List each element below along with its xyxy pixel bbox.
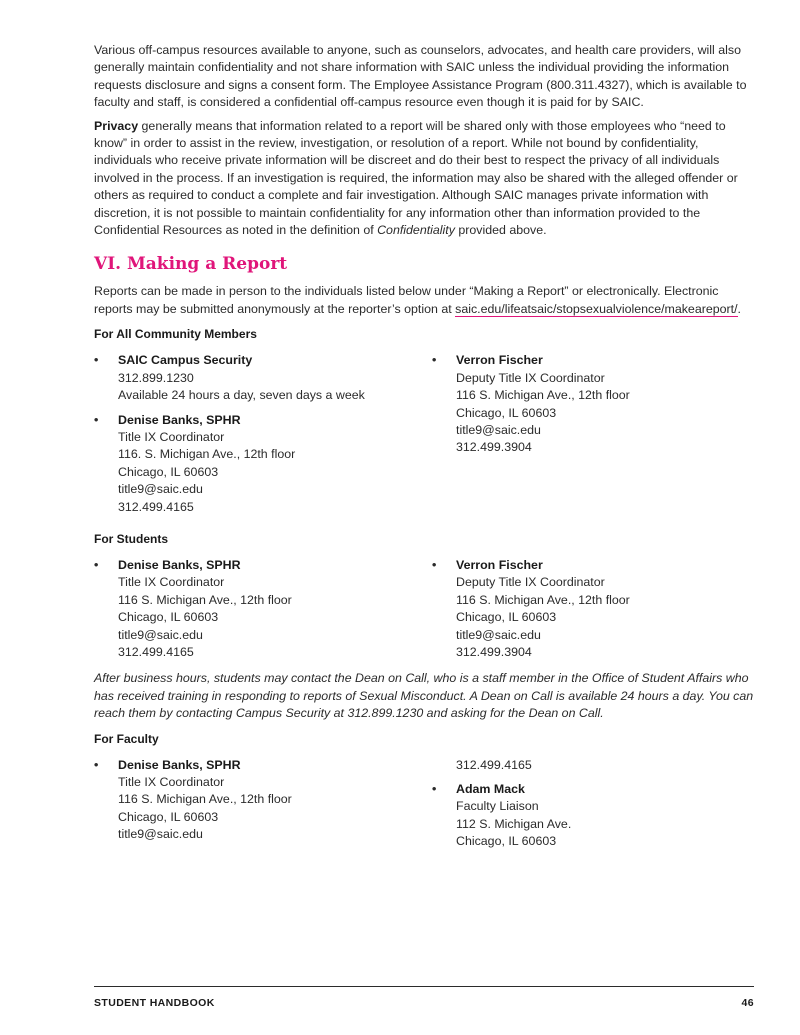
contact-name: Verron Fischer bbox=[456, 353, 543, 368]
privacy-paragraph bbox=[94, 118, 754, 240]
contact-email: title9@saic.edu bbox=[118, 482, 203, 497]
contact-adam-mack bbox=[432, 781, 754, 851]
contact-phone-continuation: 312.499.4165 bbox=[456, 757, 532, 772]
contact-title: Title IX Coordinator bbox=[118, 775, 225, 789]
contact-phone: 312.499.4165 bbox=[118, 644, 194, 659]
contact-address: 116 S. Michigan Ave., 12th floor bbox=[118, 792, 292, 807]
contact-name: Denise Banks, SPHR bbox=[118, 557, 241, 572]
contact-city: Chicago, IL 60603 bbox=[456, 610, 557, 625]
faculty-right-column bbox=[432, 757, 754, 858]
privacy-end: provided above. bbox=[454, 223, 547, 238]
footer-divider bbox=[94, 986, 754, 987]
contact-name: Verron Fischer bbox=[456, 557, 543, 572]
report-text: Reports can be made in person to the individuals listed below under “Making a Report” or electronically. Electronic reports may be submitted anonymously at the reporter’s option at bbox=[94, 284, 719, 316]
contact-title: Title IX Coordinator bbox=[118, 575, 225, 590]
privacy-term: Privacy bbox=[94, 118, 139, 133]
privacy-body: generally means that information related to a report will be shared only with those employees who “need to know” in order to assist in the review, investigation, or resolution of a report. While not bound by confidentiality, individuals who receive private information will be discreet and do their best to respect the privacy of all individuals involved in the process. If an investigation is required, the information may also be shared with the alleged offender or others as required to conduct a complete and fair investigation. Although SAIC manages private information with discretion, it is not possible to maintain confidentiality for any information other than information provided to the Confidential Resources as noted in the definition of bbox=[94, 118, 738, 238]
contact-address: 112 S. Michigan Ave. bbox=[456, 816, 572, 831]
contact-title: Title IX Coordinator bbox=[118, 429, 225, 444]
contact-name: Adam Mack bbox=[456, 782, 525, 796]
page-content bbox=[94, 42, 754, 858]
contact-city: Chicago, IL 60603 bbox=[456, 405, 557, 420]
contact-address: 116. S. Michigan Ave., 12th floor bbox=[118, 447, 296, 462]
contact-phone: 312.499.3904 bbox=[456, 644, 532, 659]
students-contacts bbox=[94, 557, 754, 668]
contact-address: 116 S. Michigan Ave., 12th floor bbox=[456, 388, 630, 403]
contact-city: Chicago, IL 60603 bbox=[118, 464, 219, 479]
students-label: For Students bbox=[94, 531, 168, 546]
section-heading: VI. Making a Report bbox=[94, 254, 288, 275]
contact-email: title9@saic.edu bbox=[456, 422, 541, 437]
contact-address: 116 S. Michigan Ave., 12th floor bbox=[456, 592, 630, 607]
contact-availability: Available 24 hours a day, seven days a week bbox=[118, 388, 365, 403]
confidentiality-term: Confidentiality bbox=[377, 223, 455, 238]
page-number: 46 bbox=[741, 997, 754, 1009]
dean-on-call-note: After business hours, students may contact the Dean on Call, who is a staff member in the Office of Student Affairs who has received training in responding to reports of Sexual Misconduct. A Dean on Call is available 24 hours a day. You can reach them by contacting Campus Security at 312.899.1230 and asking for the Dean on Call. bbox=[94, 671, 754, 721]
report-paragraph bbox=[94, 283, 754, 318]
faculty-label: For Faculty bbox=[94, 731, 159, 746]
footer-title: STUDENT HANDBOOK bbox=[94, 997, 215, 1009]
bullet: • bbox=[94, 353, 99, 368]
contact-verron-fischer bbox=[432, 352, 754, 456]
contact-campus-security bbox=[94, 352, 432, 404]
contact-denise-banks bbox=[94, 757, 432, 844]
contact-city: Chicago, IL 60603 bbox=[118, 610, 219, 625]
contact-denise-banks bbox=[94, 557, 432, 661]
contact-denise-banks bbox=[94, 412, 432, 516]
contact-name: Denise Banks, SPHR bbox=[118, 412, 241, 427]
contact-title: Faculty Liaison bbox=[456, 799, 539, 814]
contact-title: Deputy Title IX Coordinator bbox=[456, 370, 605, 385]
contact-phone: 312.499.4165 bbox=[118, 499, 194, 514]
all-members-left-column bbox=[94, 352, 432, 523]
report-link[interactable]: saic.edu/lifeatsaic/stopsexualviolence/makeareport/ bbox=[455, 301, 738, 316]
bullet: • bbox=[94, 412, 99, 427]
intro-paragraph: Various off-campus resources available to anyone, such as counselors, advocates, and health care providers, will also generally maintain confidentiality and not share information with SAIC unless the individual providing the information requests disclosure and signs a consent form. The Employee Assistance Program (800.311.4327), which is available to faculty and staff, is considered a confidential off-campus resource even though it is paid for by SAIC. bbox=[94, 43, 747, 110]
contact-verron-fischer bbox=[432, 557, 754, 661]
contact-email: title9@saic.edu bbox=[456, 627, 541, 642]
contact-address: 116 S. Michigan Ave., 12th floor bbox=[118, 592, 292, 607]
bullet: • bbox=[432, 782, 437, 796]
faculty-contacts bbox=[94, 757, 754, 858]
contact-phone: 312.499.3904 bbox=[456, 440, 532, 455]
bullet: • bbox=[94, 557, 99, 572]
bullet: • bbox=[432, 557, 437, 572]
bullet: • bbox=[94, 757, 99, 772]
contact-email: title9@saic.edu bbox=[118, 627, 203, 642]
all-members-right-column bbox=[432, 352, 754, 523]
faculty-left-column bbox=[94, 757, 432, 858]
bullet: • bbox=[432, 353, 437, 368]
students-left-column bbox=[94, 557, 432, 668]
contact-name: SAIC Campus Security bbox=[118, 353, 253, 368]
report-link-suffix: . bbox=[737, 301, 741, 316]
contact-name: Denise Banks, SPHR bbox=[118, 757, 241, 772]
all-members-contacts bbox=[94, 352, 754, 523]
contact-city: Chicago, IL 60603 bbox=[118, 809, 219, 824]
contact-city: Chicago, IL 60603 bbox=[456, 834, 557, 849]
students-right-column bbox=[432, 557, 754, 668]
contact-email: title9@saic.edu bbox=[118, 827, 203, 842]
contact-phone: 312.899.1230 bbox=[118, 370, 194, 385]
all-members-label: For All Community Members bbox=[94, 327, 257, 342]
contact-title: Deputy Title IX Coordinator bbox=[456, 575, 605, 590]
